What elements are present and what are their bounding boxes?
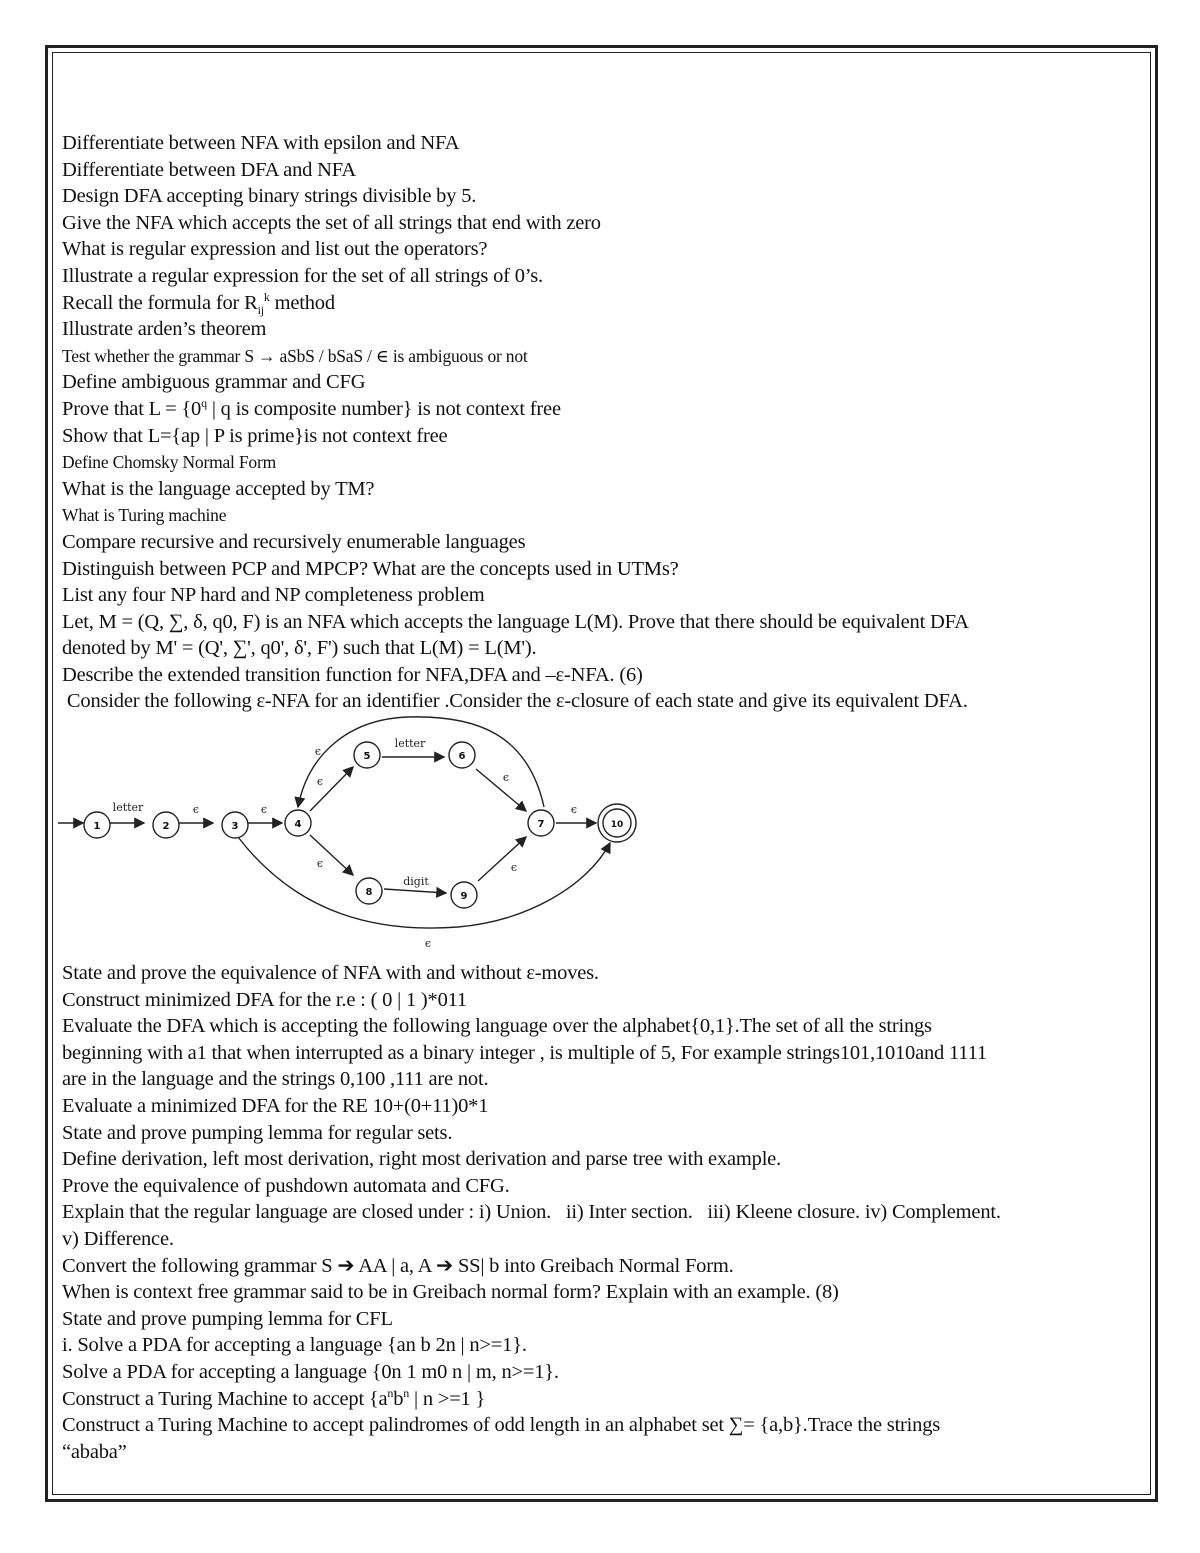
superscript: n xyxy=(403,1385,410,1400)
question-line: What is the language accepted by TM? xyxy=(62,477,375,500)
question-line: Differentiate between DFA and NFA xyxy=(62,158,356,181)
question-line: Evaluate the DFA which is accepting the following language over the alphabet{0,1}.The set of all the strings xyxy=(62,1015,932,1038)
text-part: | n >=1 } xyxy=(409,1387,486,1410)
edge-label: ϵ xyxy=(316,775,324,789)
question-line: Distinguish between PCP and MPCP? What are the concepts used in UTMs? xyxy=(62,557,679,580)
state-label: 3 xyxy=(231,821,239,833)
question-line: Prove the equivalence of pushdown automata and CFG. xyxy=(62,1174,510,1197)
edge-label: letter xyxy=(112,801,144,815)
question-line: Compare recursive and recursively enumerable languages xyxy=(62,530,526,553)
question-line: Define Chomsky Normal Form xyxy=(62,452,277,473)
edge-label: ϵ xyxy=(192,803,200,817)
text-part: Construct a Turing Machine to accept {a xyxy=(62,1387,388,1410)
edge-4-5 xyxy=(310,767,353,811)
question-line: Let, M = (Q, ∑, δ, q0, F) is an NFA which accepts the language L(M). Prove that there should be equivalent DFA xyxy=(62,610,969,633)
question-line: “ababa” xyxy=(62,1440,127,1463)
question-line: State and prove pumping lemma for regular sets. xyxy=(62,1121,453,1144)
question-line: Construct a Turing Machine to accept palindromes of odd length in an alphabet set ∑= {a,b}.Trace the strings xyxy=(62,1414,941,1437)
edge-label: ϵ xyxy=(502,771,510,785)
question-line: Explain that the regular language are closed under : i) Union. ii) Inter section. iii) Kleene closure. iv) Complement. xyxy=(62,1201,1001,1224)
edge-label: ϵ xyxy=(314,745,322,759)
question-line: Construct minimized DFA for the r.e : ( 0 | 1 )*011 xyxy=(62,988,467,1011)
superscript: q xyxy=(201,396,207,411)
state-label: 7 xyxy=(537,819,545,831)
text-part: | q is composite number} is not context free xyxy=(206,397,561,420)
edge-label: ϵ xyxy=(570,803,578,817)
question-line: Evaluate a minimized DFA for the RE 10+(0+11)0*1 xyxy=(62,1095,489,1118)
edge-label: ϵ xyxy=(510,861,518,875)
question-line: are in the language and the strings 0,100 ,111 are not. xyxy=(62,1068,489,1091)
subscript: ij xyxy=(257,302,264,317)
question-line: Show that L={ap | P is prime}is not context free xyxy=(62,424,448,447)
enfa-diagram xyxy=(62,715,1157,960)
question-line: Differentiate between NFA with epsilon and NFA xyxy=(62,132,460,154)
question-line: Illustrate arden’s theorem xyxy=(62,318,267,341)
question-line: Test whether the grammar S → aSbS / bSaS / ∈ is ambiguous or not xyxy=(62,345,528,366)
superscript: k xyxy=(263,289,270,304)
edge-label: letter xyxy=(394,737,426,751)
question-line: v) Difference. xyxy=(62,1228,174,1250)
question-line: Design DFA accepting binary strings divisible by 5. xyxy=(62,185,477,208)
edge-label: digit xyxy=(403,875,429,889)
state-label: 9 xyxy=(460,891,468,903)
state-label: 4 xyxy=(294,819,302,831)
question-line: Solve a PDA for accepting a language {0n 1 m0 n | m, n>=1}. xyxy=(62,1360,559,1383)
edge-6-7 xyxy=(476,769,526,811)
question-line: Define derivation, left most derivation, right most derivation and parse tree with example. xyxy=(62,1148,782,1171)
edge-8-9 xyxy=(384,889,446,893)
edge-label: ϵ xyxy=(316,857,324,871)
question-line: beginning with a1 that when interrupted as a binary integer , is multiple of 5, For example strings101,1010and 1111 xyxy=(62,1041,987,1064)
edge-9-7 xyxy=(478,837,526,881)
question-line: State and prove pumping lemma for CFL xyxy=(62,1307,393,1330)
question-list xyxy=(62,130,1157,1465)
state-label: 5 xyxy=(363,751,371,763)
question-line xyxy=(62,290,1157,317)
question-line: i. Solve a PDA for accepting a language {an b 2n | n>=1}. xyxy=(62,1334,527,1357)
state-label: 10 xyxy=(610,820,624,831)
text-part: Prove that L = {0 xyxy=(62,397,202,420)
question-line xyxy=(62,396,1157,423)
question-line: Convert the following grammar S ➔ AA | a, A ➔ SS| b into Greibach Normal Form. xyxy=(62,1254,734,1277)
superscript: n xyxy=(387,1385,394,1400)
question-line: What is Turing machine xyxy=(62,505,227,526)
question-line: What is regular expression and list out the operators? xyxy=(62,238,488,261)
question-line: Consider the following ε-NFA for an identifier .Consider the ε-closure of each state and give its equivalent DFA. xyxy=(62,690,968,713)
question-line: List any four NP hard and NP completeness problem xyxy=(62,584,485,607)
state-label: 1 xyxy=(93,821,101,833)
text-part: b xyxy=(393,1387,404,1410)
text-part: Recall the formula for R xyxy=(62,291,258,314)
text-part: method xyxy=(269,291,335,314)
edge-label: ϵ xyxy=(260,803,268,817)
state-label: 8 xyxy=(365,887,373,899)
question-line: Define ambiguous grammar and CFG xyxy=(62,371,366,394)
question-line: State and prove the equivalence of NFA with and without ε-moves. xyxy=(62,962,599,985)
question-line: Describe the extended transition function for NFA,DFA and –ε-NFA. (6) xyxy=(62,663,643,686)
enfa-diagram-svg xyxy=(58,715,658,960)
edge-label: ϵ xyxy=(424,937,432,951)
question-line: Give the NFA which accepts the set of all strings that end with zero xyxy=(62,211,601,234)
state-label: 2 xyxy=(162,821,170,833)
question-line xyxy=(62,1386,1157,1413)
question-line: Illustrate a regular expression for the set of all strings of 0’s. xyxy=(62,264,543,287)
question-line: denoted by M' = (Q', ∑', q0', δ', F') such that L(M) = L(M'). xyxy=(62,637,537,660)
state-label: 6 xyxy=(458,751,466,763)
question-line: When is context free grammar said to be in Greibach normal form? Explain with an example. (8) xyxy=(62,1281,839,1304)
edge-7-4 xyxy=(298,717,544,807)
